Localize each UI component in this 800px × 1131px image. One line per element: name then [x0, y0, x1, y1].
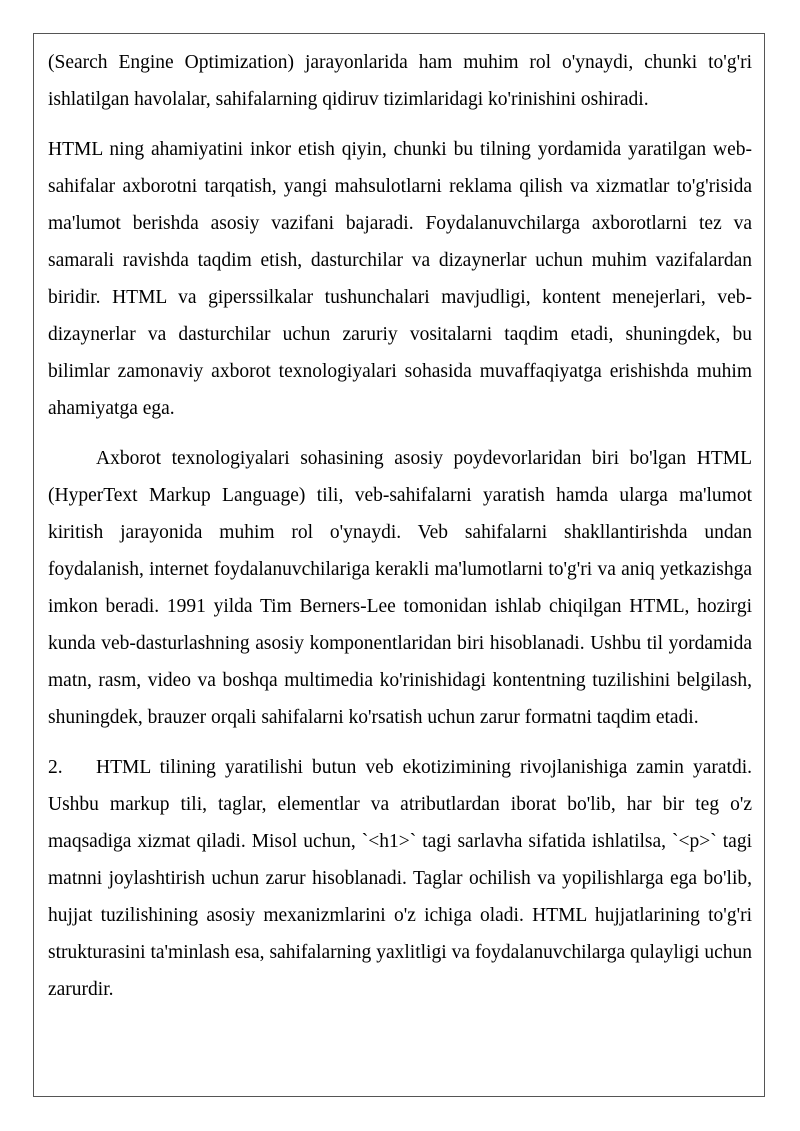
paragraph-seo: (Search Engine Optimization) jarayonlarida ham muhim rol o'ynaydi, chunki to'g'ri ishlatilgan havolalar, sahifalarning qidiruv tizimlaridagi ko'rinishini oshiradi.: [48, 52, 752, 110]
numbered-paragraph-text: HTML tilining yaratilishi butun veb ekotizimining rivojlanishiga zamin yaratdi. Ushbu markup tili, taglar, elementlar va atributlardan iborat bo'lib, har bir teg o'z maqsadiga xizmat qiladi. Misol uchun, `<h1>` tagi sarlavha sifatida ishlatilsa, `<p>` tagi matnni joylashtirish uchun zarur hisoblanadi. Taglar ochilish va yopilishlarga ega bo'lib, hujjat tuzilishining asosiy mexanizmlarini o'z ichiga oladi. HTML hujjatlarining to'g'ri strukturasini ta'minlash esa, sahifalarning yaxlitligi va foydalanuvchilarga qulayligi uchun zarurdir.: [48, 757, 752, 1000]
paragraph-html-importance: HTML ning ahamiyatini inkor etish qiyin, chunki bu tilning yordamida yaratilgan web-sahifalar axborotni tarqatish, yangi mahsulotlarni reklama qilish va xizmatlar to'g'risida ma'lumot berishda asosiy vazifani bajaradi. Foydalanuvchilarga axborotlarni tez va samarali ravishda taqdim etish, dasturchilar va dizaynerlar uchun muhim vazifalardan biridir. HTML va giperssilkalar tushunchalari mavjudligi, kontent menejerlari, veb-dizaynerlar va dasturchilar uchun zaruriy vositalarni taqdim etadi, shuningdek, bu bilimlar zamonaviy axborot texnologiyalari sohasida muvaffaqiyatga erishishda muhim ahamiyatga ega.: [48, 139, 752, 419]
paragraph-html-foundation: Axborot texnologiyalari sohasining asosiy poydevorlaridan biri bo'lgan HTML (HyperText Markup Language) tili, veb-sahifalarni yaratish hamda ularga ma'lumot kiritish jarayonida muhim rol o'ynaydi. Veb sahifalarni shakllantirishda undan foydalanish, internet foydalanuvchilariga kerakli ma'lumotlarni to'g'ri va aniq yetkazishga imkon beradi. 1991 yilda Tim Berners-Lee tomonidan ishlab chiqilgan HTML, hozirgi kunda veb-dasturlashning asosiy komponentlaridan biri hisoblanadi. Ushbu til yordamida matn, rasm, video va boshqa multimedia ko'rinishidagi kontentning tuzilishini belgilash, shuningdek, brauzer orqali sahifalarni ko'rsatish uchun zarur formatni taqdim etadi.: [48, 448, 752, 728]
numbered-paragraph: [48, 749, 752, 1008]
paragraph-number: 2.: [48, 757, 63, 778]
document-body: [48, 44, 752, 1008]
